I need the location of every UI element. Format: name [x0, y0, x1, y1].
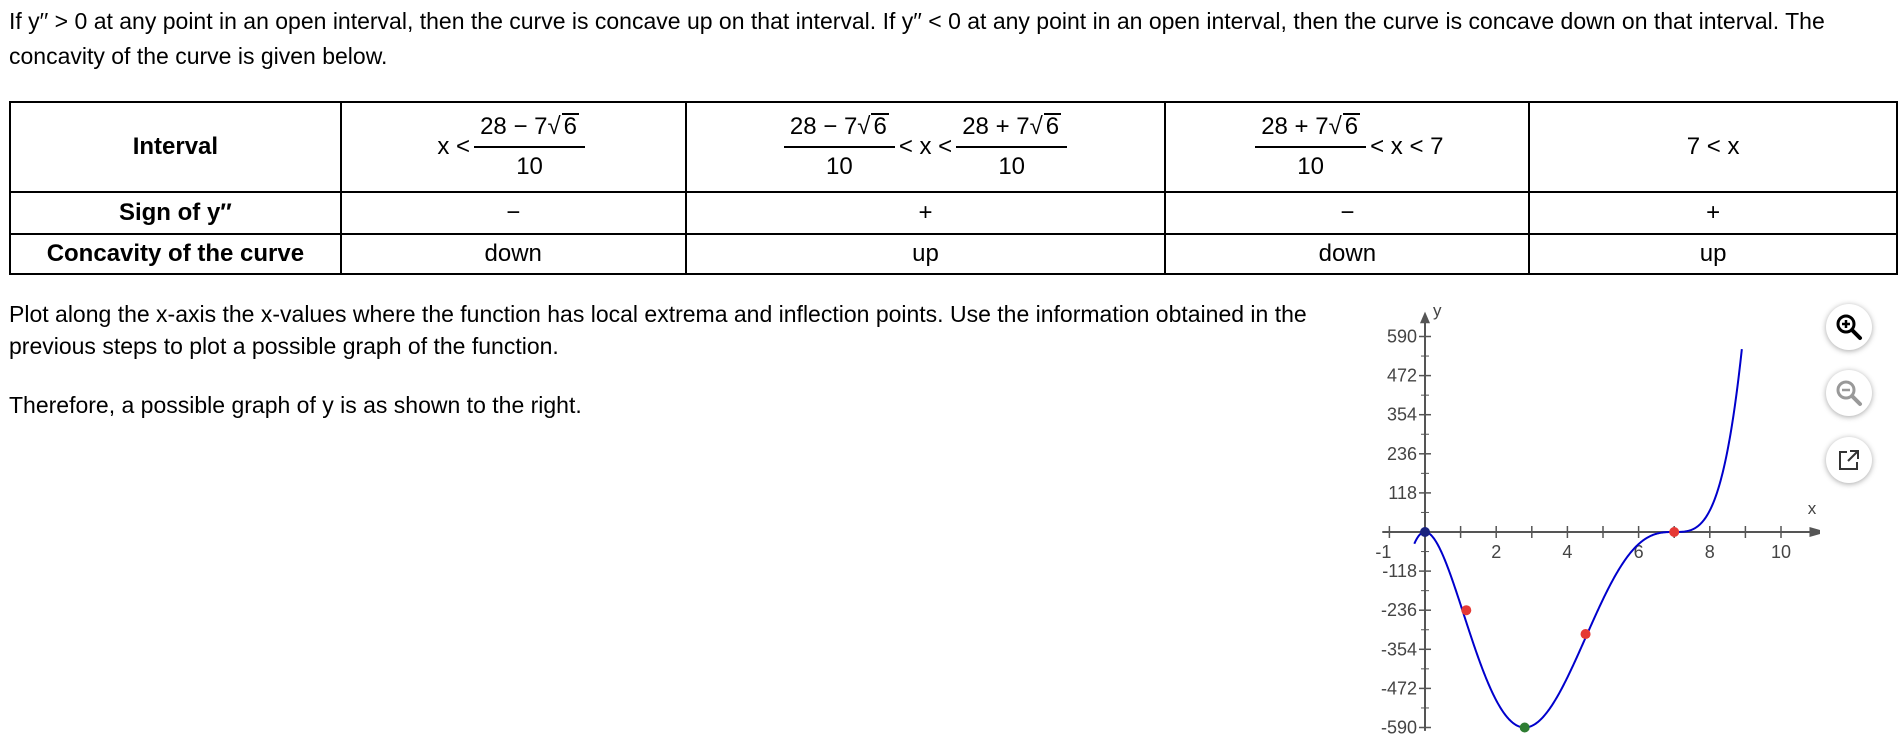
interval-1-rad: 6 — [563, 113, 578, 140]
y-tick-label: -118 — [1382, 561, 1417, 582]
x-tick-label: -1 — [1375, 542, 1392, 562]
y-axis-label: y — [1433, 300, 1442, 320]
interval-1-num: 28 − 7 — [480, 113, 548, 140]
function-graph — [1360, 300, 1820, 744]
concavity-cell-2: up — [686, 234, 1166, 274]
y-tick-label: -472 — [1380, 678, 1417, 699]
sign-cell-3: − — [1165, 192, 1529, 234]
y-tick-label: -354 — [1380, 639, 1417, 660]
sign-cell-1: − — [341, 192, 686, 234]
interval-2-den-a: 10 — [826, 153, 853, 180]
y-tick-label: 118 — [1388, 482, 1417, 503]
interval-cell-4: 7 < x — [1529, 102, 1897, 192]
x-axis-label: x — [1807, 499, 1817, 518]
concavity-cell-4: up — [1529, 234, 1897, 274]
concavity-row — [10, 234, 1897, 274]
y-tick-label: 590 — [1386, 326, 1417, 347]
function-curve — [1414, 349, 1742, 727]
y-tick-label: -590 — [1380, 717, 1417, 738]
y-tick-label: 354 — [1386, 404, 1417, 425]
concavity-cell-1: down — [341, 234, 686, 274]
y-tick-label: 472 — [1386, 365, 1417, 386]
interval-3-den: 10 — [1297, 153, 1324, 180]
graph-point — [1581, 629, 1591, 639]
x-tick-label: 8 — [1704, 542, 1715, 562]
interval-2-rad-a: 6 — [873, 113, 887, 140]
sign-cell-4: + — [1529, 192, 1897, 234]
y-tick-label: -236 — [1380, 600, 1417, 621]
x-axis-arrow — [1809, 527, 1820, 537]
zoom-out-button[interactable] — [1826, 370, 1872, 416]
interval-2-rad-b: 6 — [1045, 113, 1060, 140]
interval-2-mid: < x < — [898, 133, 953, 160]
row-header-concavity: Concavity of the curve — [10, 234, 341, 274]
interval-3-rad: 6 — [1344, 113, 1359, 140]
plot-instructions: Plot along the x-axis the x-values where the function has local extrema and inflection points. Use the information obtained in the previous steps to plot a possible graph of the function. — [9, 301, 1307, 359]
popout-icon — [1835, 446, 1863, 474]
interval-row — [10, 102, 1897, 192]
interval-1-left: x < — [437, 133, 471, 160]
interval-3-num: 28 + 7 — [1261, 113, 1329, 140]
interval-1-den: 10 — [516, 153, 543, 180]
y-tick-label: 236 — [1386, 443, 1417, 464]
row-header-interval: Interval — [10, 102, 341, 192]
interval-cell-2: $\frac{28 - 7√ 6}{10}$ < x < $\frac{28 + 7√ 6}{10}$ — [686, 102, 1166, 192]
graph-point — [1461, 605, 1471, 615]
x-tick-label: 10 — [1770, 542, 1792, 562]
graph-point — [1520, 723, 1530, 733]
sign-cell-2: + — [686, 192, 1166, 234]
y-axis-arrow — [1420, 312, 1430, 324]
row-header-sign: Sign of y′′ — [10, 192, 341, 234]
x-tick-label: 4 — [1562, 542, 1573, 562]
intro-paragraph: If y′′ > 0 at any point in an open interval, then the curve is concave up on that interval. If y′′ < 0 at any point in an open interval, then the curve is concave down on that interval. The concavity of the curve is given below. — [9, 8, 1825, 69]
interval-cell-3: $\frac{28 + 7√ 6}{10}$ < x < 7 — [1165, 102, 1529, 192]
concavity-cell-3: down — [1165, 234, 1529, 274]
interval-3-right: < x < 7 — [1370, 133, 1444, 160]
sign-row — [10, 192, 1897, 234]
zoom-in-button[interactable] — [1826, 304, 1872, 350]
interval-cell-1: x < $\frac{28 - 7√ 6}{10}$ — [341, 102, 686, 192]
popout-button[interactable] — [1826, 437, 1872, 483]
interval-2-den-b: 10 — [998, 153, 1026, 180]
x-tick-label: 6 — [1633, 542, 1644, 562]
concavity-table — [9, 101, 1898, 275]
zoom-in-icon — [1834, 312, 1864, 342]
graph-point — [1669, 527, 1679, 537]
zoom-out-icon — [1834, 378, 1864, 408]
interval-2-num-b: 28 + 7 — [962, 113, 1030, 140]
interval-2-num-a: 28 − 7 — [789, 113, 858, 140]
conclusion-text: Therefore, a possible graph of y is as shown to the right. — [9, 392, 582, 418]
x-tick-label: 2 — [1491, 542, 1502, 562]
graph-point — [1420, 527, 1430, 537]
